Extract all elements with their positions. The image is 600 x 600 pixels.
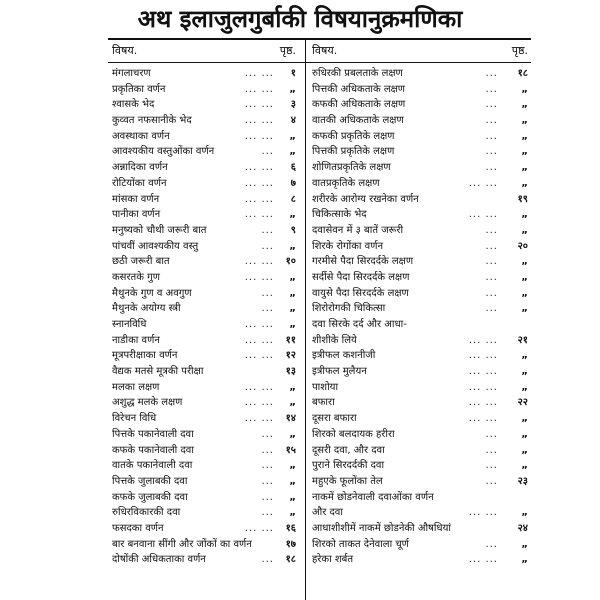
entry-subject: महुएके फूलोंका तेल: [312, 475, 383, 487]
entry-leader-dots: ... ...: [468, 209, 498, 221]
left-page-header: पृष्ठ.: [279, 44, 296, 57]
entry-page-number: २२: [517, 397, 528, 409]
entry-page-number: „: [289, 240, 296, 252]
index-entry: [312, 537, 528, 553]
index-entry: [112, 474, 296, 490]
entry-page-number: „: [521, 99, 528, 111]
entry-subject: पित्तकी अधिकताके लक्षण: [312, 83, 406, 95]
entry-page-number: ७: [290, 177, 296, 189]
entry-page-number: „: [289, 146, 296, 158]
index-entry: [312, 348, 528, 364]
index-entry: [312, 82, 528, 98]
entry-page-number: „: [289, 271, 296, 283]
index-entry: [312, 176, 528, 192]
entry-subject: शिरके रोगोंका वर्णन: [312, 240, 384, 252]
entry-subject: नाडीका वर्णन: [112, 334, 160, 346]
entry-leader-dots: ...: [485, 256, 498, 268]
entry-subject: पांचवीं आवश्यकीय वस्तु: [112, 240, 199, 252]
entry-leader-dots: ... ...: [244, 177, 274, 189]
entry-subject: इत्रीफल मुलैयन: [312, 366, 367, 378]
entry-page-number: ९: [290, 224, 296, 236]
entry-leader-dots: ... ...: [244, 256, 274, 268]
entry-page-number: „: [521, 538, 528, 550]
entry-subject: मैथुनके अयोग्य स्त्री: [112, 303, 181, 315]
entry-subject: आवश्यकीय वस्तुओंका वर्णन: [112, 146, 215, 158]
index-entry: [312, 490, 528, 506]
entry-subject: नाकमें छोडनेवाली दवाओंका वर्णन: [312, 491, 434, 503]
header-top-rule: [108, 38, 531, 40]
index-entry: [112, 82, 296, 98]
entry-leader-dots: ...: [485, 287, 498, 299]
index-entry: [112, 458, 296, 474]
entry-leader-dots: ... ...: [244, 209, 274, 221]
index-entry: [312, 129, 528, 145]
entry-page-number: १०: [285, 256, 296, 268]
entry-leader-dots: ...: [485, 428, 498, 440]
entry-page-number: २१: [517, 334, 528, 346]
index-entry: [312, 239, 528, 255]
index-entry: [312, 364, 528, 380]
index-entry: [112, 348, 296, 364]
entry-leader-dots: ...: [485, 271, 498, 283]
entry-page-number: „: [521, 554, 528, 566]
entry-subject: दूसरा बफारा: [312, 413, 357, 425]
entry-page-number: „: [521, 209, 528, 221]
entry-subject: कफकी अधिकताके लक्षण: [312, 99, 406, 111]
entry-page-number: „: [521, 256, 528, 268]
entry-subject: दूसरी दवा, और दवा: [312, 444, 385, 456]
right-index-column: [312, 66, 528, 568]
entry-subject: मैथुनके गुण व अवगुण: [112, 287, 192, 299]
entry-leader-dots: ... ...: [468, 366, 498, 378]
entry-leader-dots: ... ...: [244, 397, 274, 409]
index-entry: [312, 144, 528, 160]
entry-subject: दोषोंकी अधिकताका वर्णन: [112, 554, 206, 566]
entry-leader-dots: ... ...: [468, 334, 498, 346]
entry-page-number: „: [289, 491, 296, 503]
index-entry: [312, 113, 528, 129]
entry-subject: कफकी प्रकृतिके लक्षण: [312, 130, 395, 142]
entry-subject: प्रकृतिका वर्णन: [112, 83, 166, 95]
index-entry: [112, 301, 296, 317]
entry-leader-dots: ...: [261, 240, 274, 252]
entry-leader-dots: ...: [261, 554, 274, 566]
entry-subject: कुव्वत नफसानीके भेद: [112, 115, 192, 127]
entry-leader-dots: ...: [485, 460, 498, 472]
entry-subject: वैद्यक मतसे मूत्रकी परीक्षा: [112, 366, 204, 378]
entry-page-number: „: [521, 428, 528, 440]
entry-subject: पित्तकी प्रकृतिके लक्षण: [312, 146, 395, 158]
entry-leader-dots: ...: [261, 224, 274, 236]
entry-page-number: १५: [285, 444, 296, 456]
index-entry: [312, 223, 528, 239]
index-entry: [312, 301, 528, 317]
index-entry: [112, 317, 296, 333]
index-entry: [112, 333, 296, 349]
entry-leader-dots: ... ...: [244, 99, 274, 111]
entry-page-number: „: [289, 83, 296, 95]
entry-page-number: १७: [285, 538, 296, 550]
entry-subject: पानीका वर्णन: [112, 209, 161, 221]
entry-subject: और दवा: [312, 507, 343, 519]
index-entry: [112, 364, 296, 380]
index-entry: [312, 192, 528, 208]
entry-leader-dots: ... ...: [468, 397, 498, 409]
entry-leader-dots: ... ...: [244, 350, 274, 362]
entry-leader-dots: ...: [485, 146, 498, 158]
entry-subject: शिरोरोगकी चिकित्सा: [312, 303, 386, 315]
header-bottom-rule: [108, 62, 531, 63]
index-entry: [112, 552, 296, 568]
index-entry: [112, 144, 296, 160]
entry-subject: वातके पकानेवाली दवा: [112, 460, 193, 472]
entry-subject: कफके पकानेवाली दवा: [112, 444, 194, 456]
index-entry: [112, 521, 296, 537]
entry-leader-dots: ...: [261, 475, 274, 487]
entry-leader-dots: ... ...: [244, 413, 274, 425]
entry-leader-dots: ...: [261, 303, 274, 315]
entry-subject: रुधिरविकारकी दवा: [112, 507, 181, 519]
entry-subject: मनुष्यको चौथी जरूरी बात: [112, 224, 207, 236]
entry-subject: पुराने सिरदर्दकी दवा: [312, 460, 385, 472]
entry-subject: अवस्थाका वर्णन: [112, 130, 170, 142]
entry-subject: शिरको ताकत देनेवाला चूर्ण: [312, 538, 409, 550]
entry-leader-dots: ...: [485, 303, 498, 315]
entry-page-number: „: [289, 319, 296, 330]
entry-subject: सर्दीसे पैदा सिरदर्दके लक्षण: [312, 271, 410, 283]
entry-page-number: „: [289, 303, 296, 315]
index-entry: [312, 458, 528, 474]
entry-subject: मंगलाचरण: [112, 68, 151, 79]
entry-leader-dots: ...: [261, 491, 274, 503]
entry-page-number: २३: [517, 475, 528, 487]
entry-subject: शीशीके लिये: [312, 334, 357, 346]
index-entry: [312, 317, 528, 333]
entry-page-number: „: [521, 460, 528, 472]
entry-page-number: „: [289, 475, 296, 487]
entry-subject: अन्नादिका वर्णन: [112, 162, 168, 174]
entry-subject: मांसका वर्णन: [112, 193, 160, 205]
entry-leader-dots: ...: [261, 444, 274, 456]
entry-leader-dots: ... ...: [244, 162, 274, 174]
index-entry: [112, 254, 296, 270]
entry-subject: पाशोया: [312, 381, 339, 393]
index-entry: [312, 207, 528, 223]
index-entry: [312, 411, 528, 427]
entry-subject: रुधिरकी प्रबलताके लक्षण: [312, 68, 403, 79]
entry-leader-dots: ...: [485, 130, 498, 142]
entry-leader-dots: ... ...: [244, 334, 274, 346]
entry-page-number: १४: [285, 413, 296, 425]
entry-leader-dots: ...: [485, 444, 498, 456]
entry-subject: आधाशीशीमें नाकमें छोडनेकी औषधियां: [312, 522, 451, 534]
entry-page-number: २०: [517, 240, 528, 252]
entry-subject: कफके जुलाबकी दवा: [112, 491, 188, 503]
index-entry: [112, 66, 296, 82]
entry-page-number: „: [521, 177, 528, 189]
entry-subject: वातप्रकृतिके लक्षण: [312, 177, 380, 189]
index-entry: [112, 490, 296, 506]
entry-page-number: ३: [290, 99, 296, 111]
entry-page-number: „: [521, 413, 528, 425]
entry-subject: दवासेवन में ३ बातें जरूरी: [312, 224, 404, 236]
entry-page-number: ६: [290, 162, 296, 174]
index-entry: [112, 160, 296, 176]
entry-page-number: „: [521, 224, 528, 236]
entry-subject: मलका लक्षण: [112, 381, 160, 393]
entry-page-number: ११: [285, 334, 296, 346]
index-entry: [312, 521, 528, 537]
entry-subject: शरीरके आरोग्य रखनेका वर्णन: [312, 193, 419, 205]
entry-leader-dots: ...: [485, 99, 498, 111]
index-entry: [312, 427, 528, 443]
index-entry: [112, 411, 296, 427]
entry-subject: शोणितप्रकृतिके लक्षण: [312, 162, 391, 174]
entry-leader-dots: ... ...: [244, 319, 274, 330]
index-entry: [112, 270, 296, 286]
entry-subject: श्वासके भेद: [112, 99, 155, 111]
entry-page-number: „: [521, 162, 528, 174]
entry-subject: बार बनवाना सींगी और जोंकों का वर्णन: [112, 538, 252, 550]
entry-page-number: „: [521, 507, 528, 519]
entry-page-number: „: [289, 381, 296, 393]
entry-page-number: „: [289, 507, 296, 519]
index-entry: [112, 97, 296, 113]
entry-page-number: „: [521, 350, 528, 362]
entry-subject: पित्तके पकानेवाली दवा: [112, 428, 194, 440]
entry-page-number: „: [289, 287, 296, 299]
entry-leader-dots: ...: [261, 507, 274, 519]
entry-leader-dots: ...: [261, 460, 274, 472]
entry-page-number: „: [289, 130, 296, 142]
column-divider: [305, 38, 306, 600]
entry-leader-dots: ...: [485, 224, 498, 236]
entry-page-number: १३: [285, 366, 296, 378]
entry-page-number: „: [289, 428, 296, 440]
right-column-header: [312, 42, 528, 60]
entry-leader-dots: ...: [485, 83, 498, 95]
entry-subject: रोटियोंका वर्णन: [112, 177, 167, 189]
index-entry: [312, 395, 528, 411]
entry-page-number: ४: [290, 115, 296, 127]
entry-subject: गरमीसे पैदा सिरदर्दके लक्षण: [312, 256, 414, 268]
entry-leader-dots: ... ...: [468, 177, 498, 189]
entry-page-number: „: [289, 209, 296, 221]
entry-page-number: „: [289, 460, 296, 472]
index-entry: [112, 223, 296, 239]
entry-subject: स्नानविधि: [112, 319, 147, 330]
entry-page-number: १६: [285, 522, 296, 534]
index-entry: [112, 192, 296, 208]
entry-leader-dots: ...: [261, 428, 274, 440]
entry-leader-dots: ... ...: [244, 271, 274, 283]
entry-leader-dots: ... ...: [244, 83, 274, 95]
left-column-header: [112, 42, 296, 60]
index-entry: [112, 443, 296, 459]
entry-page-number: „: [521, 303, 528, 315]
entry-page-number: „: [521, 287, 528, 299]
entry-page-number: „: [521, 381, 528, 393]
entry-subject: विरेचन विधि: [112, 413, 157, 425]
entry-page-number: १८: [285, 554, 296, 566]
entry-leader-dots: ...: [485, 240, 498, 252]
page-title: अथ इलाजुलगुर्बाकी विषयानुक्रमणिका: [137, 5, 463, 33]
entry-leader-dots: ...: [261, 287, 274, 299]
index-entry: [112, 286, 296, 302]
entry-subject: दवा सिरके दर्द और आधा-: [312, 319, 407, 330]
entry-page-number: ८: [290, 193, 296, 205]
entry-leader-dots: ... ...: [468, 507, 498, 519]
index-entry: [112, 537, 296, 553]
entry-leader-dots: ...: [485, 68, 498, 79]
index-entry: [312, 552, 528, 568]
index-entry: [312, 254, 528, 270]
entry-leader-dots: ... ...: [244, 381, 274, 393]
entry-leader-dots: ... ...: [468, 381, 498, 393]
entry-leader-dots: ...: [261, 146, 274, 158]
entry-page-number: „: [521, 366, 528, 378]
index-entry: [312, 66, 528, 82]
entry-page-number: „: [521, 146, 528, 158]
right-subject-header: विषय.: [312, 44, 338, 57]
entry-page-number: १८: [517, 68, 528, 79]
index-entry: [312, 333, 528, 349]
entry-subject: इत्रीफल कशनीजी: [312, 350, 376, 362]
entry-page-number: „: [521, 115, 528, 127]
index-entry: [312, 286, 528, 302]
entry-leader-dots: ...: [485, 475, 498, 487]
entry-subject: कसरतके गुण: [112, 271, 160, 283]
entry-subject: पित्तके जुलाबकी दवा: [112, 475, 188, 487]
index-entry: [112, 176, 296, 192]
right-page-header: पृष्ठ.: [511, 44, 528, 57]
index-entry: [112, 129, 296, 145]
index-entry: [112, 427, 296, 443]
entry-leader-dots: ... ...: [468, 413, 498, 425]
index-entry: [112, 380, 296, 396]
entry-subject: मूत्रपरीक्षाका वर्णन: [112, 350, 178, 362]
entry-subject: वातकी अधिकताके लक्षण: [312, 115, 404, 127]
entry-page-number: २४: [517, 522, 528, 534]
index-entry: [312, 97, 528, 113]
entry-leader-dots: ...: [485, 538, 498, 550]
entry-page-number: १९: [517, 193, 528, 205]
index-entry: [312, 474, 528, 490]
index-entry: [112, 239, 296, 255]
index-entry: [312, 380, 528, 396]
entry-leader-dots: ... ...: [244, 193, 274, 205]
entry-subject: वायुसे पैदा सिरदर्दके लक्षण: [312, 287, 409, 299]
entry-subject: हरेका शर्बत: [312, 554, 354, 566]
index-entry: [112, 113, 296, 129]
entry-page-number: १: [290, 68, 296, 79]
index-entry: [312, 160, 528, 176]
index-entry: [312, 270, 528, 286]
entry-subject: छठी जरूरी बात: [112, 256, 170, 268]
entry-leader-dots: ... ...: [468, 554, 498, 566]
entry-leader-dots: ...: [485, 115, 498, 127]
left-index-column: [112, 66, 296, 568]
left-subject-header: विषय.: [112, 44, 138, 57]
index-entry: [112, 207, 296, 223]
entry-subject: बफारा: [312, 397, 335, 409]
entry-subject: शिरको बलदायक हरीरा: [312, 428, 395, 440]
entry-leader-dots: ... ...: [468, 350, 498, 362]
entry-page-number: „: [521, 83, 528, 95]
entry-page-number: „: [521, 271, 528, 283]
index-entry: [112, 395, 296, 411]
entry-page-number: १२: [285, 350, 296, 362]
entry-page-number: „: [521, 444, 528, 456]
entry-subject: अशुद्ध मलके लक्षण: [112, 397, 183, 409]
index-entry: [312, 505, 528, 521]
index-entry: [112, 505, 296, 521]
entry-leader-dots: ... ...: [244, 522, 274, 534]
entry-page-number: „: [521, 130, 528, 142]
entry-leader-dots: ...: [485, 162, 498, 174]
entry-leader-dots: ... ...: [244, 68, 274, 79]
index-entry: [312, 443, 528, 459]
entry-subject: फसदका वर्णन: [112, 522, 164, 534]
entry-page-number: „: [289, 397, 296, 409]
entry-leader-dots: ... ...: [244, 115, 274, 127]
entry-subject: चिकित्साके भेद: [312, 209, 367, 221]
entry-leader-dots: ... ...: [244, 130, 274, 142]
